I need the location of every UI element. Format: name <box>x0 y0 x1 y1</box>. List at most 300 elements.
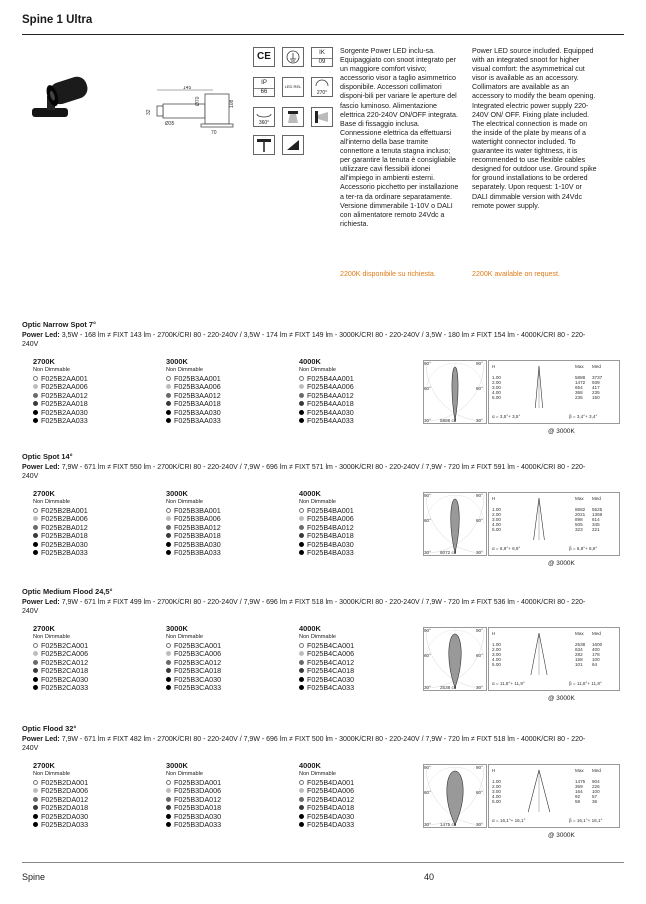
description-english-note: 2200K available on request. <box>472 270 560 278</box>
finish-color-dot <box>299 418 304 423</box>
non-dimmable-label: Non Dimmable <box>299 634 336 640</box>
led-replaceable-icon: LED REL <box>282 77 304 97</box>
product-code-text: F025B4BA018 <box>307 531 354 541</box>
footer-rule <box>22 862 624 863</box>
alpha-angle: α = 11,8°+ 11,9° <box>492 681 525 686</box>
polar-label-60-left: 60° <box>424 386 431 391</box>
measurement-caption: @ 3000K <box>548 560 575 567</box>
max-lux-value: 236 <box>575 395 583 400</box>
rotation-icon: 360° <box>253 107 275 127</box>
description-italian-note: 2200K disponibile su richiesta. <box>340 270 436 278</box>
max-lux-value: 2538 <box>575 642 586 647</box>
finish-color-dot <box>299 677 304 682</box>
non-dimmable-label: Non Dimmable <box>166 367 203 373</box>
beam-lobe <box>452 367 458 421</box>
product-code-text: F025B2BA030 <box>41 539 88 549</box>
product-code-text: F025B3AA030 <box>174 407 221 417</box>
section-title: Optic Narrow Spot 7° <box>22 320 96 329</box>
finish-color-dot <box>299 550 304 555</box>
product-code-text: F025B4BA033 <box>307 547 354 557</box>
product-code <box>33 821 153 829</box>
finish-color-dot <box>166 550 171 555</box>
polar-label-30-left: 30° <box>424 822 431 827</box>
code-column-2 <box>299 489 419 557</box>
product-code-text: F025B4AA006 <box>307 382 354 392</box>
distance-value: 2.00 <box>492 784 501 789</box>
finish-color-dot <box>33 516 38 521</box>
max-lux-value: 1472 <box>575 380 586 385</box>
product-code-text: F025B2DA018 <box>41 803 89 813</box>
peak-intensity: 1475 cd <box>440 822 457 827</box>
finish-color-dot <box>299 525 304 530</box>
code-column-1 <box>166 761 286 829</box>
graph-header-max: Max <box>575 364 584 369</box>
finish-color-dot <box>33 376 38 381</box>
max-lux-value: 634 <box>575 647 583 652</box>
power-values: 7,9W - 671 lm ≠ FIXT 482 lm - 2700K/CRI 80 - 220-240V / 7,9W - 696 lm ≠ FIXT 500 lm - 3000K/CRI 80 - 220-240V / 7,9W - 720 lm ≠ FIXT 518 lm - 4000K/CRI 80 - 220-240V <box>22 736 586 752</box>
max-lux-value: 158 <box>575 657 583 662</box>
med-lux-value: 36 <box>592 799 598 804</box>
section-title: Optic Flood 32° <box>22 724 77 733</box>
product-code-text: F025B2BA018 <box>41 531 88 541</box>
finish-color-dot <box>299 393 304 398</box>
product-code-text: F025B2AA012 <box>41 390 88 400</box>
max-lux-value: 101 <box>575 662 583 667</box>
product-code <box>299 417 419 425</box>
polar-label-90-right: 90° <box>476 361 483 366</box>
product-code-text: F025B4AA018 <box>307 399 354 409</box>
graph-header-max: Max <box>575 496 584 501</box>
product-code-text: F025B3AA012 <box>174 390 221 400</box>
color-temperature: 2700K <box>33 761 55 770</box>
illuminance-graph <box>488 764 620 828</box>
beta-angle: β = 6,8°+ 6,8° <box>569 546 598 551</box>
product-code-text: F025B4AA030 <box>307 407 354 417</box>
finish-color-dot <box>33 401 38 406</box>
illuminance-graph <box>488 360 620 424</box>
code-column-2 <box>299 761 419 829</box>
code-column-0 <box>33 357 153 425</box>
finish-color-dot <box>166 410 171 415</box>
product-code-text: F025B2BA033 <box>41 547 88 557</box>
finish-color-dot <box>299 668 304 673</box>
polar-label-90-left: 90° <box>424 765 431 770</box>
max-lux-value: 1475 <box>575 779 586 784</box>
product-code-text: F025B3BA012 <box>174 522 221 532</box>
floor-mount-icon <box>253 135 275 155</box>
med-lux-value: 64 <box>592 662 598 667</box>
non-dimmable-label: Non Dimmable <box>33 634 70 640</box>
polar-label-30-right: 30° <box>476 418 483 423</box>
finish-color-dot <box>33 668 38 673</box>
med-lux-value: 235 <box>592 390 600 395</box>
beam-lobe <box>451 499 460 553</box>
max-lux-value: 282 <box>575 652 583 657</box>
beam-lobe <box>447 771 463 825</box>
finish-color-dot <box>166 401 171 406</box>
color-temperature: 4000K <box>299 761 321 770</box>
code-column-0 <box>33 761 153 829</box>
svg-text:Ø70: Ø70 <box>195 96 201 106</box>
polar-diagram <box>423 764 487 828</box>
distance-value: 3.00 <box>492 385 501 390</box>
ce-icon: CE <box>253 47 275 67</box>
color-temperature: 4000K <box>299 489 321 498</box>
distance-value: 2.00 <box>492 380 501 385</box>
finish-color-dot <box>299 660 304 665</box>
product-code-text: F025B2DA006 <box>41 786 89 796</box>
measurement-caption: @ 3000K <box>548 832 575 839</box>
product-code-text: F025B3AA033 <box>174 415 221 425</box>
med-lux-value: 904 <box>592 779 600 784</box>
finish-color-dot <box>33 533 38 538</box>
finish-color-dot <box>166 788 171 793</box>
finish-color-dot <box>166 805 171 810</box>
product-code <box>33 417 153 425</box>
max-lux-value: 898 <box>575 517 583 522</box>
product-code-text: F025B3CA018 <box>174 666 222 676</box>
finish-color-dot <box>33 384 38 389</box>
max-lux-value: 164 <box>575 789 583 794</box>
graph-header-med: Med <box>592 496 601 501</box>
polar-label-60-left: 60° <box>424 790 431 795</box>
graph-header-h: H <box>492 496 496 501</box>
footer-brand: Spine <box>22 872 46 882</box>
color-temperature: 3000K <box>166 624 188 633</box>
finish-color-dot <box>33 542 38 547</box>
graph-header-h: H <box>492 768 496 773</box>
product-code <box>299 549 419 557</box>
color-temperature: 2700K <box>33 489 55 498</box>
max-lux-value: 8682 <box>575 507 586 512</box>
distance-value: 1.00 <box>492 507 501 512</box>
distance-value: 3.00 <box>492 789 501 794</box>
product-code-text: F025B3BA030 <box>174 539 221 549</box>
non-dimmable-label: Non Dimmable <box>299 499 336 505</box>
measurement-caption: @ 3000K <box>548 695 575 702</box>
polar-label-60-right: 60° <box>476 518 483 523</box>
dimension-drawing <box>143 86 245 136</box>
product-code <box>166 549 286 557</box>
product-code-text: F025B4BA001 <box>307 506 354 515</box>
product-code-text: F025B4BA012 <box>307 522 354 532</box>
finish-color-dot <box>299 401 304 406</box>
product-code-text: F025B2AA033 <box>41 415 88 425</box>
product-code-text: F025B3AA018 <box>174 399 221 409</box>
description-english: Power LED source included. Equipped with an integrated snoot for higher visual comfort: the asymmetrical cut visor is available as an accessory. Collimators are available as an accessory to modify the beam opening. Integrated electric power supply 220-240V ON/ OFF. Fixing plate included. The electrical connection is made on the inside of the plate by means of a watertight connector included. To guarantee its water tightness, it is recommended to use flexible cables designed for outdoor use. Ground spike for ground installations to be ordered separately. Upon request: 1-10V or DALI dimmable version with 24Vdc remote power supply. <box>472 47 597 210</box>
color-temperature: 3000K <box>166 761 188 770</box>
graph-header-h: H <box>492 631 496 636</box>
distance-value: 5.00 <box>492 799 501 804</box>
dim-width: 145 <box>183 86 192 91</box>
graph-header-max: Max <box>575 768 584 773</box>
med-lux-value: 1369 <box>592 512 603 517</box>
max-lux-value: 369 <box>575 784 583 789</box>
finish-color-dot <box>166 660 171 665</box>
product-code-text: F025B4CA001 <box>307 641 355 650</box>
finish-color-dot <box>166 393 171 398</box>
product-code-text: F025B2AA018 <box>41 399 88 409</box>
graph-header-h: H <box>492 364 496 369</box>
graph-header-med: Med <box>592 631 601 636</box>
med-lux-value: 100 <box>592 789 600 794</box>
svg-text:108: 108 <box>229 99 235 108</box>
finish-color-dot <box>33 651 38 656</box>
distance-value: 3.00 <box>492 652 501 657</box>
color-temperature: 2700K <box>33 357 55 366</box>
finish-color-dot <box>166 542 171 547</box>
section-power-spec <box>22 464 592 481</box>
product-code-text: F025B3CA012 <box>174 657 222 667</box>
max-lux-value: 323 <box>575 527 583 532</box>
med-lux-value: 614 <box>592 517 600 522</box>
product-code-text: F025B2CA030 <box>41 674 89 684</box>
polar-label-90-left: 90° <box>424 361 431 366</box>
section-power-spec <box>22 736 592 753</box>
product-code-text: F025B3BA001 <box>174 506 221 515</box>
product-code-text: F025B2DA030 <box>41 811 89 821</box>
distance-value: 5.00 <box>492 662 501 667</box>
polar-label-60-left: 60° <box>424 518 431 523</box>
section-title: Optic Spot 14° <box>22 452 73 461</box>
section-power-spec <box>22 599 592 616</box>
product-code <box>299 684 419 692</box>
product-code-text: F025B4DA033 <box>307 819 355 829</box>
code-column-0 <box>33 489 153 557</box>
code-column-1 <box>166 624 286 692</box>
peak-intensity: 5888 cd <box>440 418 457 423</box>
med-lux-value: 417 <box>592 385 600 390</box>
product-code-text: F025B4CA012 <box>307 657 355 667</box>
finish-color-dot <box>299 384 304 389</box>
beta-angle: β = 11,8°+ 11,8° <box>569 681 602 686</box>
finish-color-dot <box>33 788 38 793</box>
product-code <box>33 549 153 557</box>
product-code-text: F025B2BA006 <box>41 514 88 524</box>
finish-color-dot <box>33 525 38 530</box>
product-code-text: F025B3CA001 <box>174 641 222 650</box>
peak-intensity: 2538 cd <box>440 685 457 690</box>
class-one-icon <box>282 47 304 67</box>
polar-label-30-left: 30° <box>424 550 431 555</box>
color-temperature: 4000K <box>299 357 321 366</box>
polar-label-30-left: 30° <box>424 418 431 423</box>
product-code-text: F025B3BA006 <box>174 514 221 524</box>
finish-color-dot <box>299 542 304 547</box>
max-lux-value: 505 <box>575 522 583 527</box>
max-lux-value: 654 <box>575 385 583 390</box>
finish-color-dot <box>299 651 304 656</box>
power-values: 7,9W - 671 lm ≠ FIXT 550 lm - 2700K/CRI 80 - 220-240V / 7,9W - 696 lm ≠ FIXT 571 lm - 3000K/CRI 80 - 220-240V / 7,9W - 720 lm ≠ FIXT 591 lm - 4000K/CRI 80 - 220-240V <box>22 464 586 480</box>
ceiling-mount-icon <box>282 107 304 127</box>
finish-color-dot <box>299 376 304 381</box>
product-code-text: F025B4BA006 <box>307 514 354 524</box>
product-code-text: F025B4CA006 <box>307 649 355 659</box>
max-lux-value: 2021 <box>575 512 586 517</box>
product-code-text: F025B4DA012 <box>307 794 355 804</box>
product-code-text: F025B2AA006 <box>41 382 88 392</box>
finish-color-dot <box>299 410 304 415</box>
color-temperature: 2700K <box>33 624 55 633</box>
product-code-text: F025B2BA001 <box>41 506 88 515</box>
finish-color-dot <box>299 805 304 810</box>
finish-color-dot <box>166 797 171 802</box>
polar-diagram <box>423 627 487 691</box>
color-temperature: 3000K <box>166 357 188 366</box>
header-rule <box>22 34 624 35</box>
med-lux-value: 345 <box>592 522 600 527</box>
alpha-angle: α = 3,5°+ 3,5° <box>492 414 521 419</box>
page-number: 40 <box>424 872 435 882</box>
graph-header-med: Med <box>592 768 601 773</box>
finish-color-dot <box>166 384 171 389</box>
product-code-text: F025B2BA012 <box>41 522 88 532</box>
power-prefix: Power Led: <box>22 464 60 471</box>
beta-angle: β = 16,1°+ 16,1° <box>569 818 603 823</box>
med-lux-value: 1600 <box>592 642 603 647</box>
beta-angle: β = 3,4°+ 3,4° <box>569 414 598 419</box>
code-column-1 <box>166 489 286 557</box>
polar-diagram <box>423 492 487 556</box>
product-code-text: F025B2CA006 <box>41 649 89 659</box>
product-code-text: F025B4CA018 <box>307 666 355 676</box>
alpha-angle: α = 6,9°+ 6,9° <box>492 546 521 551</box>
product-code-text: F025B4AA033 <box>307 415 354 425</box>
product-code-text: F025B3DA033 <box>174 819 222 829</box>
product-code-text: F025B2DA033 <box>41 819 89 829</box>
polar-label-30-right: 30° <box>476 685 483 690</box>
polar-label-90-left: 90° <box>424 628 431 633</box>
finish-color-dot <box>33 780 38 785</box>
color-temperature: 3000K <box>166 489 188 498</box>
ip-rating-icon: IP 66 <box>253 77 275 97</box>
med-lux-value: 939 <box>592 380 600 385</box>
finish-color-dot <box>166 525 171 530</box>
distance-value: 2.00 <box>492 647 501 652</box>
polar-label-90-right: 90° <box>476 493 483 498</box>
product-code-text: F025B2CA012 <box>41 657 89 667</box>
finish-color-dot <box>166 822 171 827</box>
finish-color-dot <box>33 822 38 827</box>
product-code <box>299 821 419 829</box>
alpha-angle: α = 16,1°+ 16,1° <box>492 818 526 823</box>
illuminance-graph <box>488 492 620 556</box>
distance-value: 5.00 <box>492 527 501 532</box>
distance-value: 1.00 <box>492 779 501 784</box>
finish-color-dot <box>166 533 171 538</box>
finish-color-dot <box>166 376 171 381</box>
finish-color-dot <box>166 668 171 673</box>
non-dimmable-label: Non Dimmable <box>166 499 203 505</box>
finish-color-dot <box>299 685 304 690</box>
product-image <box>22 70 94 132</box>
non-dimmable-label: Non Dimmable <box>299 367 336 373</box>
polar-label-60-left: 60° <box>424 653 431 658</box>
polar-label-60-right: 60° <box>476 790 483 795</box>
product-code-text: F025B3DA018 <box>174 803 222 813</box>
peak-intensity: 8072 cd <box>440 550 457 555</box>
beam-lobe <box>449 634 461 688</box>
code-column-0 <box>33 624 153 692</box>
product-code-text: F025B2AA001 <box>41 374 88 383</box>
distance-value: 1.00 <box>492 642 501 647</box>
tilt-icon: 270° <box>311 77 333 97</box>
product-code-text: F025B3DA001 <box>174 778 222 787</box>
finish-color-dot <box>166 643 171 648</box>
finish-color-dot <box>33 508 38 513</box>
section-title: Optic Medium Flood 24,5° <box>22 587 113 596</box>
distance-value: 2.00 <box>492 512 501 517</box>
product-code-text: F025B2AA030 <box>41 407 88 417</box>
finish-color-dot <box>33 550 38 555</box>
measurement-caption: @ 3000K <box>548 428 575 435</box>
product-code <box>33 684 153 692</box>
product-code-text: F025B4DA001 <box>307 778 355 787</box>
product-code-text: F025B3DA012 <box>174 794 222 804</box>
distance-value: 4.00 <box>492 794 501 799</box>
product-code-text: F025B3DA006 <box>174 786 222 796</box>
description-italian: Sorgente Power LED inclu-sa. Equipaggiato con snoot integrato per un maggiore comfort visivo; accessorio visor a taglio asimmetrico disponibile. Accessori collimatori disponi-bili per variare le aperture del fascio luminoso. Alimentazione elettrica 220-240V ON/OFF integrata. Base di fissaggio inclusa. Connessione elettrica da effettuarsi all'interno della base tramite connettore a tenuta stagna incluso; per garantire la tenuta è consigliabile utilizzare cavi flessibili idonei all'impiego in ambienti esterni. Accessorio picchetto per installazione a ter-ra da ordinare separatamente. Versione dimmerabile 1-10V o DALI con alimentatore remoto 24Vdc a richiesta. <box>340 47 459 228</box>
product-code-text: F025B3BA033 <box>174 547 221 557</box>
max-lux-value: 59 <box>575 799 581 804</box>
product-code-text: F025B4AA001 <box>307 374 354 383</box>
non-dimmable-label: Non Dimmable <box>33 499 70 505</box>
product-code <box>166 417 286 425</box>
finish-color-dot <box>33 393 38 398</box>
power-prefix: Power Led: <box>22 332 60 339</box>
graph-header-med: Med <box>592 364 601 369</box>
non-dimmable-label: Non Dimmable <box>166 634 203 640</box>
power-prefix: Power Led: <box>22 599 60 606</box>
finish-color-dot <box>299 822 304 827</box>
distance-value: 4.00 <box>492 390 501 395</box>
polar-diagram <box>423 360 487 424</box>
page-title: Spine 1 Ultra <box>22 14 93 26</box>
finish-color-dot <box>166 418 171 423</box>
max-lux-value: 368 <box>575 390 583 395</box>
polar-label-60-right: 60° <box>476 653 483 658</box>
polar-label-60-right: 60° <box>476 386 483 391</box>
product-code-text: F025B4BA030 <box>307 539 354 549</box>
polar-label-90-right: 90° <box>476 765 483 770</box>
non-dimmable-label: Non Dimmable <box>33 367 70 373</box>
finish-color-dot <box>166 651 171 656</box>
color-temperature: 4000K <box>299 624 321 633</box>
polar-label-30-left: 30° <box>424 685 431 690</box>
svg-text:Ø35: Ø35 <box>165 121 175 127</box>
finish-color-dot <box>166 685 171 690</box>
power-values: 7,9W - 671 lm ≠ FIXT 499 lm - 2700K/CRI 80 - 220-240V / 7,9W - 696 lm ≠ FIXT 518 lm - 3000K/CRI 80 - 220-240V / 7,9W - 720 lm ≠ FIXT 536 lm - 4000K/CRI 80 - 220-240V <box>22 599 586 615</box>
product-code <box>166 684 286 692</box>
product-code-text: F025B2CA018 <box>41 666 89 676</box>
max-lux-value: 92 <box>575 794 581 799</box>
power-prefix: Power Led: <box>22 736 60 743</box>
max-lux-value: 5888 <box>575 375 586 380</box>
distance-value: 1.00 <box>492 375 501 380</box>
med-lux-value: 3737 <box>592 375 603 380</box>
product-code-text: F025B2CA033 <box>41 682 89 692</box>
product-code-text: F025B3CA033 <box>174 682 222 692</box>
finish-color-dot <box>33 418 38 423</box>
power-values: 3,5W - 168 lm ≠ FIXT 143 lm - 2700K/CRI 80 - 220-240V / 3,5W - 174 lm ≠ FIXT 149 lm - 3000K/CRI 80 - 220-240V / 3,5W - 180 lm ≠ FIXT 154 lm - 4000K/CRI 80 - 220-240V <box>22 332 586 348</box>
med-lux-value: 226 <box>592 784 600 789</box>
distance-value: 4.00 <box>492 657 501 662</box>
product-code-text: F025B3AA006 <box>174 382 221 392</box>
illuminance-graph <box>488 627 620 691</box>
finish-color-dot <box>299 643 304 648</box>
distance-value: 5.00 <box>492 395 501 400</box>
med-lux-value: 221 <box>592 527 600 532</box>
